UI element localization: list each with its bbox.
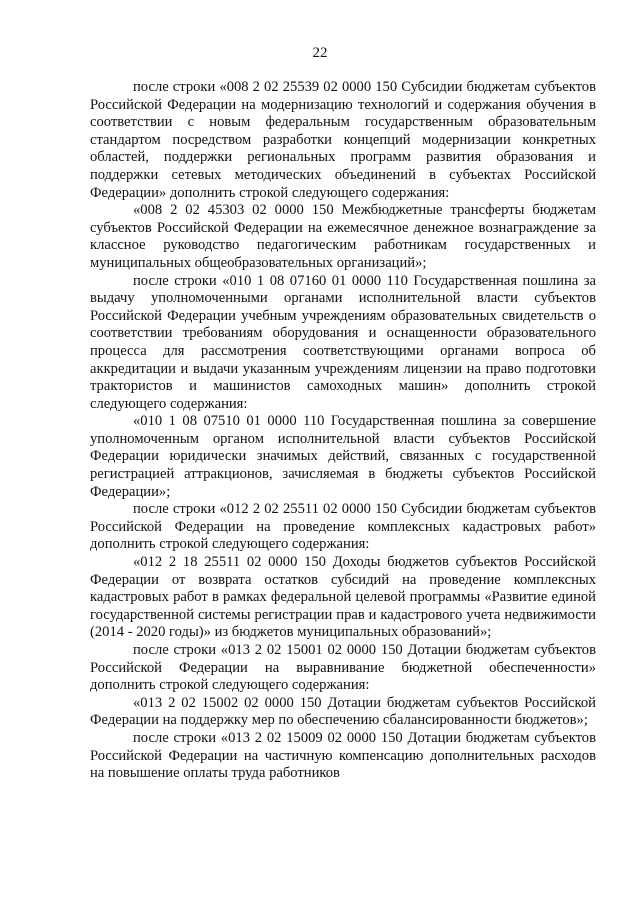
paragraph: «010 1 08 07510 01 0000 110 Государственная пошлина за совершение уполномоченным органом исполнительной власти субъектов Российской Федерации юридически значимых действий, связанных с государственной регистрацией аттракционов, зачисляемая в бюджеты субъектов Российской Федерации»;	[90, 413, 596, 500]
paragraph: после строки «013 2 02 15001 02 0000 150 Дотации бюджетам субъектов Российской Федерации на выравнивание бюджетной обеспеченности» дополнить строкой следующего содержания:	[90, 642, 596, 694]
page-number: 22	[312, 45, 328, 61]
paragraph: после строки «012 2 02 25511 02 0000 150 Субсидии бюджетам субъектов Российской Федерации на проведение комплексных кадастровых работ» дополнить строкой следующего содержания:	[90, 501, 596, 553]
paragraph: «013 2 02 15002 02 0000 150 Дотации бюджетам субъектов Российской Федерации на поддержку мер по обеспечению сбалансированности бюджетов»;	[90, 694, 596, 729]
paragraph: «008 2 02 45303 02 0000 150 Межбюджетные трансферты бюджетам субъектов Российской Федерации на ежемесячное денежное вознаграждение за классное руководство педагогическим работникам государственных и муниципальных общеобразовательных организаций»;	[90, 202, 596, 271]
paragraph: после строки «008 2 02 25539 02 0000 150 Субсидии бюджетам субъектов Российской Федерации на модернизацию технологий и содержания обучения в соответствии с новым федеральным государственным образовательным стандартом посредством разработки концепций модернизации конкретных областей, поддержки региональных программ развития образования и поддержки сетевых методических объединений в субъектах Российской Федерации» дополнить строкой следующего содержания:	[90, 79, 596, 201]
document-body	[90, 79, 596, 783]
paragraph: «012 2 18 25511 02 0000 150 Доходы бюджетов субъектов Российской Федерации от возврата остатков субсидий на проведение комплексных кадастровых работ в рамках федеральной целевой программы «Развитие единой государственной системы регистрации прав и кадастрового учета недвижимости (2014 - 2020 годы)» из бюджетов муниципальных образований»;	[90, 554, 596, 641]
paragraph: после строки «010 1 08 07160 01 0000 110 Государственная пошлина за выдачу уполномоченными органами исполнительной власти субъектов Российской Федерации учебным учреждениям образовательных свидетельств о соответствии требованиям оборудования и оснащенности образовательного процесса для рассмотрения соответствующими органами вопроса об аккредитации и выдачи указанным учреждениям лицензии на право подготовки трактористов и машинистов самоходных машин» дополнить строкой следующего содержания:	[90, 272, 596, 412]
paragraph: после строки «013 2 02 15009 02 0000 150 Дотации бюджетам субъектов Российской Федерации на частичную компенсацию дополнительных расходов на повышение оплаты труда работников	[90, 729, 596, 782]
